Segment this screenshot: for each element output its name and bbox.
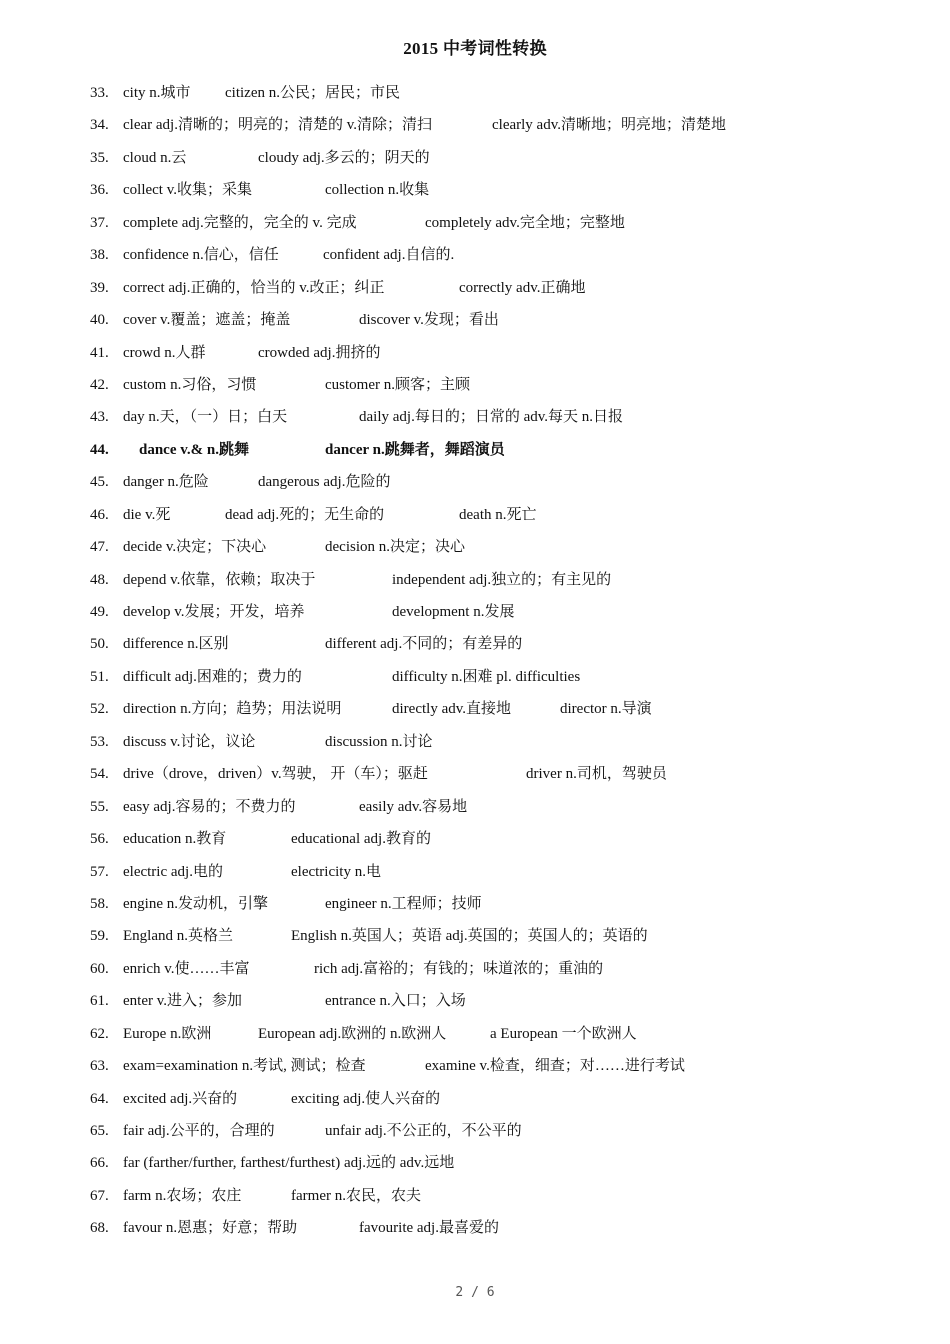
word-entry: depend v.依靠，依赖；取决于	[123, 571, 316, 588]
word-entry: entrance n.入口；入场	[325, 993, 466, 1010]
item-number: 62.	[90, 1025, 109, 1042]
word-entry: citizen n.公民；居民；市民	[225, 85, 400, 101]
word-entry: enrich v.使……丰富	[123, 960, 250, 977]
word-entry: enter v.进入；参加	[123, 993, 243, 1010]
list-item	[0, 439, 950, 471]
list-item	[0, 1120, 950, 1152]
word-entry: difficulty n.困难 pl. difficulties	[392, 668, 581, 685]
item-number: 44.	[90, 441, 109, 458]
item-number: 50.	[90, 636, 109, 653]
item-number: 67.	[90, 1187, 109, 1204]
item-number: 63.	[90, 1058, 109, 1075]
item-number: 48.	[90, 571, 109, 588]
item-number: 34.	[90, 117, 109, 134]
list-item	[0, 244, 950, 276]
word-entry: drive（drove，driven）v.驾驶， 开（车）；驱赶	[123, 766, 428, 783]
list-item	[0, 1217, 950, 1249]
list-item	[0, 504, 950, 536]
list-item	[0, 147, 950, 179]
item-number: 47.	[90, 539, 109, 556]
item-number: 53.	[90, 733, 109, 750]
word-entry: engine n.发动机，引擎	[123, 895, 268, 912]
list-item	[0, 990, 950, 1022]
item-number: 36.	[90, 182, 109, 199]
list-item	[0, 309, 950, 341]
vocabulary-list	[0, 82, 950, 1250]
item-number: 56.	[90, 831, 109, 848]
word-entry: English n.英国人；英语 adj.英国的；英国人的；英语的	[291, 928, 648, 945]
word-entry: education n.教育	[123, 831, 227, 848]
item-number: 46.	[90, 506, 109, 523]
word-entry: farmer n.农民，农夫	[291, 1187, 421, 1204]
item-number: 68.	[90, 1220, 109, 1237]
word-entry: dangerous adj.危险的	[258, 474, 391, 491]
list-item	[0, 861, 950, 893]
word-entry: collect v.收集；采集	[123, 182, 253, 199]
list-item	[0, 601, 950, 633]
word-entry: European adj.欧洲的 n.欧洲人	[258, 1025, 447, 1042]
word-entry: dance v.& n.跳舞	[139, 441, 250, 458]
word-entry: customer n.顾客；主顾	[325, 376, 470, 393]
word-entry: examine v.检查，细查；对……进行考试	[425, 1058, 685, 1075]
word-entry: educational adj.教育的	[291, 831, 431, 848]
word-entry: decide v.决定；下决心	[123, 539, 267, 556]
item-number: 35.	[90, 149, 109, 166]
word-entry: correct adj.正确的，恰当的 v.改正；纠正	[123, 279, 385, 296]
list-item	[0, 374, 950, 406]
word-entry: crowded adj.拥挤的	[258, 344, 381, 361]
list-item	[0, 633, 950, 665]
word-entry: cloud n.云	[123, 149, 187, 166]
list-item	[0, 925, 950, 957]
word-entry: exciting adj.使人兴奋的	[291, 1090, 441, 1107]
word-entry: daily adj.每日的；日常的 adv.每天 n.日报	[359, 409, 624, 426]
word-entry: collection n.收集	[325, 182, 430, 199]
word-entry: far (farther/further, farthest/furthest) adj.远的 adv.远地	[123, 1155, 455, 1172]
list-item	[0, 763, 950, 795]
word-entry: rich adj.富裕的；有钱的；味道浓的；重油的	[314, 960, 604, 977]
list-item	[0, 796, 950, 828]
item-number: 41.	[90, 344, 109, 361]
word-entry: independent adj.独立的；有主见的	[392, 571, 612, 588]
list-item	[0, 471, 950, 503]
word-entry: discussion n.讨论	[325, 733, 433, 750]
word-entry: discover v.发现；看出	[359, 312, 499, 329]
item-number: 43.	[90, 409, 109, 426]
item-number: 40.	[90, 312, 109, 329]
list-item	[0, 82, 950, 114]
list-item	[0, 342, 950, 374]
word-entry: favour n.恩惠；好意；帮助	[123, 1220, 298, 1237]
item-number: 64.	[90, 1090, 109, 1107]
word-entry: correctly adv.正确地	[459, 279, 586, 296]
word-entry: easy adj.容易的；不费力的	[123, 798, 296, 815]
list-item	[0, 114, 950, 146]
page-number: 2 / 6	[455, 1285, 495, 1300]
item-number: 55.	[90, 798, 109, 815]
word-entry: engineer n.工程师；技师	[325, 895, 482, 912]
word-entry: difference n.区别	[123, 636, 229, 653]
word-entry: custom n.习俗，习惯	[123, 376, 257, 393]
item-number: 60.	[90, 960, 109, 977]
word-entry: directly adv.直接地	[392, 701, 511, 718]
item-number: 54.	[90, 766, 109, 783]
item-number: 59.	[90, 928, 109, 945]
word-entry: clear adj.清晰的；明亮的；清楚的 v.清除；清扫	[123, 117, 432, 134]
word-entry: England n.英格兰	[123, 928, 233, 945]
word-entry: city n.城市	[123, 85, 191, 101]
word-entry: director n.导演	[560, 701, 652, 718]
word-entry: favourite adj.最喜爱的	[359, 1220, 499, 1237]
word-entry: dancer n.跳舞者，舞蹈演员	[325, 441, 505, 458]
item-number: 61.	[90, 993, 109, 1010]
item-number: 38.	[90, 247, 109, 264]
list-item	[0, 731, 950, 763]
page-title: 2015 中考词性转换	[403, 39, 547, 58]
word-entry: complete adj.完整的，完全的 v. 完成	[123, 214, 357, 231]
list-item	[0, 1023, 950, 1055]
word-entry: day n.天，（一）日；白天	[123, 409, 288, 426]
word-entry: danger n.危险	[123, 474, 209, 491]
item-number: 58.	[90, 895, 109, 912]
word-entry: fair adj.公平的，合理的	[123, 1123, 275, 1139]
item-number: 39.	[90, 279, 109, 296]
item-number: 65.	[90, 1123, 109, 1139]
word-entry: electric adj.电的	[123, 863, 223, 880]
word-entry: cloudy adj.多云的；阴天的	[258, 149, 430, 166]
word-entry: driver n.司机，驾驶员	[526, 766, 667, 783]
list-item	[0, 569, 950, 601]
list-item	[0, 828, 950, 860]
item-number: 51.	[90, 668, 109, 685]
word-entry: Europe n.欧洲	[123, 1025, 212, 1042]
list-item	[0, 893, 950, 925]
word-entry: farm n.农场；农庄	[123, 1187, 242, 1204]
list-item	[0, 666, 950, 698]
list-item	[0, 277, 950, 309]
word-entry: confidence n.信心，信任	[123, 247, 279, 264]
item-number: 33.	[90, 85, 109, 101]
list-item	[0, 1152, 950, 1184]
item-number: 37.	[90, 214, 109, 231]
word-entry: decision n.决定；决心	[325, 539, 465, 556]
word-entry: discuss v.讨论，议论	[123, 733, 256, 750]
word-entry: development n.发展	[392, 604, 515, 620]
word-entry: clearly adv.清晰地；明亮地；清楚地	[492, 117, 726, 134]
word-entry: confident adj.自信的.	[323, 247, 455, 264]
word-entry: die v.死	[123, 506, 171, 523]
word-entry: develop v.发展；开发，培养	[123, 604, 305, 620]
word-entry: death n.死亡	[459, 506, 537, 523]
item-number: 49.	[90, 604, 109, 620]
word-entry: unfair adj.不公正的，不公平的	[325, 1123, 522, 1139]
word-entry: electricity n.电	[291, 863, 381, 880]
word-entry: easily adv.容易地	[359, 798, 468, 815]
list-item	[0, 698, 950, 730]
item-number: 57.	[90, 863, 109, 880]
word-entry: direction n.方向；趋势；用法说明	[123, 701, 342, 718]
word-entry: excited adj.兴奋的	[123, 1090, 238, 1107]
word-entry: cover v.覆盖；遮盖；掩盖	[123, 312, 291, 329]
word-entry: difficult adj.困难的；费力的	[123, 668, 302, 685]
word-entry: completely adv.完全地；完整地	[425, 214, 625, 231]
word-entry: exam=examination n.考试, 测试；检查	[123, 1058, 366, 1075]
word-entry: crowd n.人群	[123, 344, 206, 361]
item-number: 42.	[90, 376, 109, 393]
list-item	[0, 958, 950, 990]
list-item	[0, 179, 950, 211]
word-entry: dead adj.死的；无生命的	[225, 506, 385, 523]
word-entry: different adj.不同的；有差异的	[325, 636, 523, 653]
list-item	[0, 536, 950, 568]
list-item	[0, 1088, 950, 1120]
item-number: 66.	[90, 1155, 109, 1172]
list-item	[0, 406, 950, 438]
item-number: 52.	[90, 701, 109, 718]
list-item	[0, 1055, 950, 1087]
item-number: 45.	[90, 474, 109, 491]
word-entry: a European 一个欧洲人	[490, 1025, 637, 1042]
list-item	[0, 1185, 950, 1217]
list-item	[0, 212, 950, 244]
